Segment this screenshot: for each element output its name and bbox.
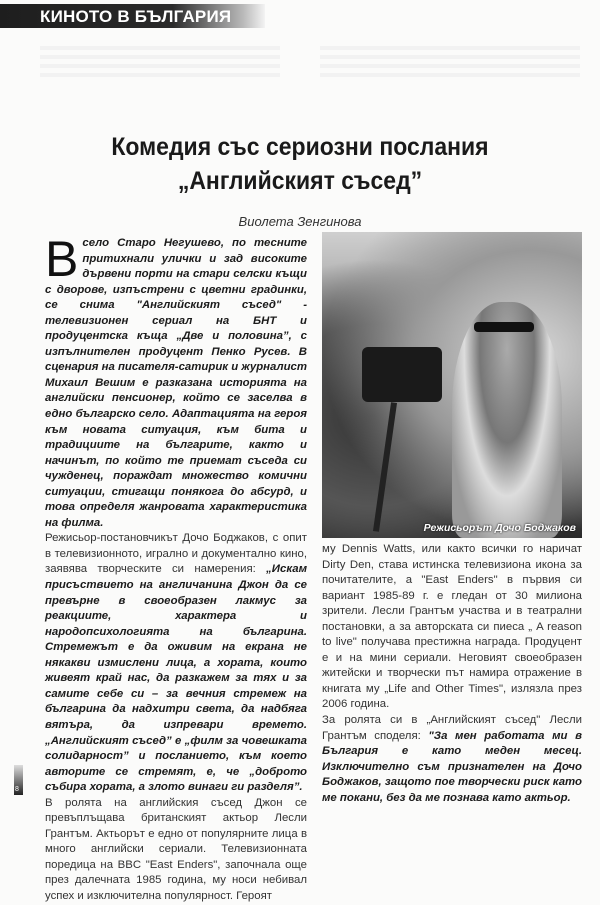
director-text: Режисьор-постановчикът Дочо Боджаков, с опит в телевизионното, игрално и документално кино, заявява творческите си намерения:: [45, 532, 307, 576]
actor-quote-intro: За ролята си в „Английският съсед" Лесли Грантъм споделя:: [322, 714, 582, 742]
director-quote: „Искам присъствието на англичанина Джон да се превърне в своеобразен лакмус за реакциите, характера и народопсихологията на българина. Стремежът е да оживим на екрана не някакви измислени лица, а хората, които живеят край нас, да разкажем за тях и за самите себе си – за вечния стремеж на българина да надхитри света, да надбяга вятъра, да изпревари времето. „Английският съсед” е „филм за човешката солидарност” и посланието, към което авторите се стремят, е, че „доброто събира хората, а злото винаги ги разделя”.: [45, 563, 307, 794]
title-line-1: Комедия със сериозни послания: [111, 133, 489, 161]
director-paragraph: [45, 531, 307, 795]
intro-text: село Старо Негушево, по тесните притихнали улички и зад високите дървени порти на стари селски къщи с дворове, изпъстрени с цветни градинки, се снима "Английският съсед" - телевизионен сериал на БНТ и продуцентска къща „Две и половина”, с изпълнителен продуцент Пенко Русев. В сценария на писателя-сатирик и журналист Михаил Вешим е разказана историята на английски пенсионер, който се заселва в едно българско село. Адаптацията на героя към новата ситуация, към бита и традициите на българите, както и начинът, по който те приемат съседа си чужденец, пораждат множество комични ситуации, стигащи понякога до абсурд, и това определя жанровата характеристика на филма.: [45, 237, 308, 529]
sunglasses-shape: [474, 322, 534, 332]
intro-paragraph: [45, 231, 308, 531]
title-line-2: „Английският съсед”: [177, 167, 423, 195]
right-column: [322, 542, 582, 806]
bleed-through-text: [320, 46, 580, 82]
director-figure: [452, 302, 562, 538]
page-number: 8: [15, 786, 19, 793]
article-title: [24, 130, 576, 198]
director-photo: [322, 232, 582, 538]
section-header: [0, 4, 265, 28]
left-column: [45, 231, 308, 905]
actor-quote: "За мен работата ми в България е като меден месец. Изключително съм признателен на Дочо Боджаков, защото пое творчески риск като ме покани, без да ме познава като актьор.: [322, 729, 582, 804]
tripod-shape: [373, 402, 397, 532]
section-title: КИНОТО В БЪЛГАРИЯ: [40, 7, 232, 26]
career-paragraph: му Dennis Watts, или както всички го наричат Dirty Den, става истинска телевизиона икона за почитателите, а "East Enders" в първия си вариант 1985-89 г. е гледан от 30 милиона зрители. Лесли Грантъм участва и в театрални постановки, а за авторската си пиеса „ A reason to live" получава престижна награда. Продуцент е и на мини сериали. Неговият своеобразен житейски и творчески път намира отражение в книгата му „Life and Other Times", излязла през 2006 година.: [322, 543, 582, 711]
camera-shape: [362, 347, 442, 402]
bleed-through-text: [40, 46, 280, 82]
photo-caption: Режисьорът Дочо Боджаков: [423, 522, 576, 534]
actor-paragraph: В ролята на английския съсед Джон се превъплъщава британският актьор Лесли Грантъм. Актьорът е едно от популярните лица в много английски сериали. Телевизионната поредица на BBC "East Enders", започнала още през далечната 1985 година, му носи небивал успех и изключителна популярност. Героят: [45, 796, 307, 902]
actor-quote-paragraph: [322, 713, 582, 806]
page-number-tab: [14, 765, 23, 795]
article-author: Виолета Зенгинова: [238, 214, 362, 229]
drop-cap: В: [45, 231, 79, 287]
